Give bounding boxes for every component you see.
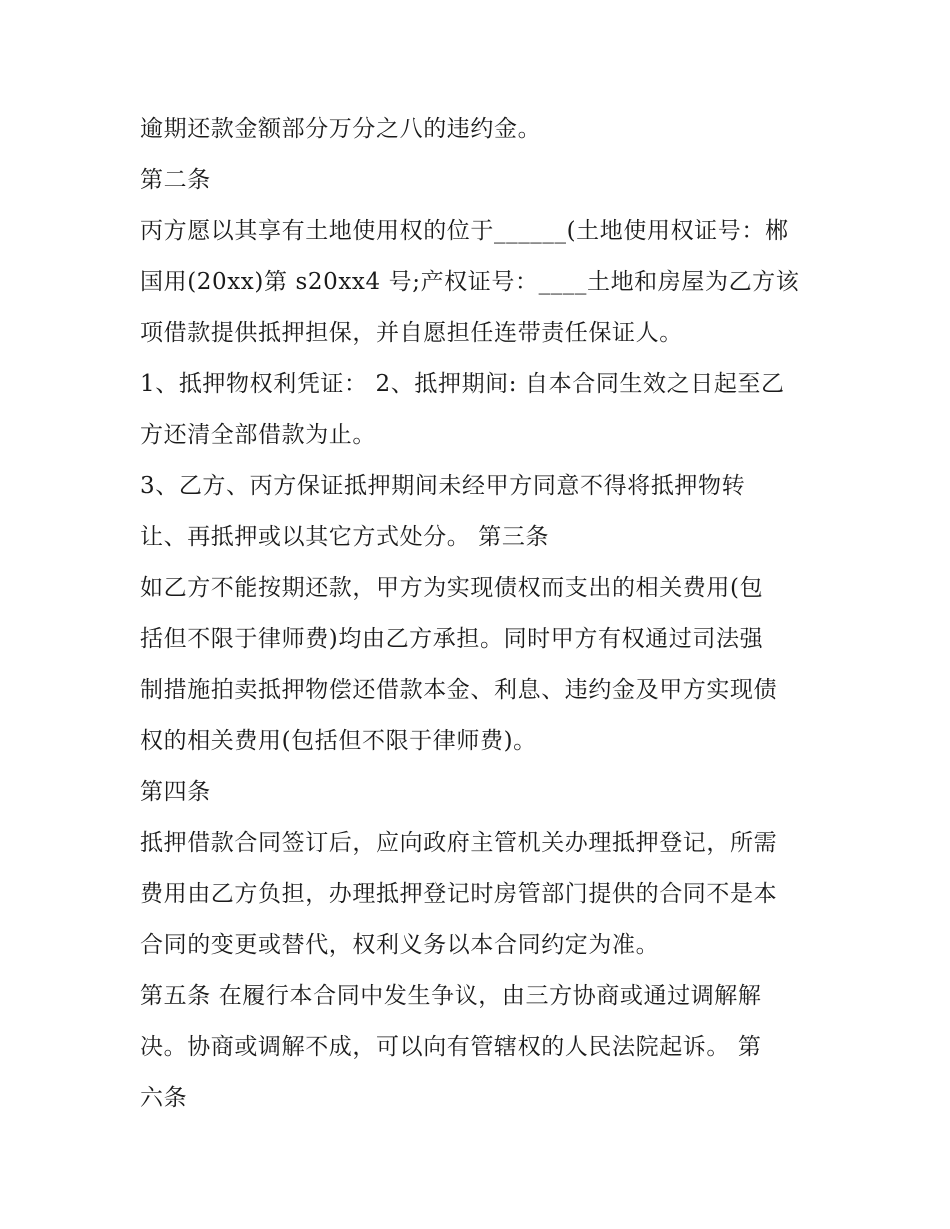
text-line: 让、再抵押或以其它方式处分。 第三条 (140, 524, 550, 550)
text-line: 决。协商或调解不成，可以向有管辖权的人民法院起诉。 第 (140, 1034, 762, 1060)
text-line: 如乙方不能按期还款，甲方为实现债权而支出的相关费用(包 (140, 575, 764, 601)
text-line: 括但不限于律师费)均由乙方承担。同时甲方有权通过司法强 (140, 626, 764, 652)
text-line: 1、抵押物权利凭证： 2、抵押期间: 自本合同生效之日起至乙 (140, 371, 785, 397)
text-line: 项借款提供抵押担保，并自愿担任连带责任保证人。 (140, 320, 683, 346)
text-line: 制措施拍卖抵押物偿还借款本金、利息、违约金及甲方实现债 (140, 677, 778, 703)
text-line: 第五条 在履行本合同中发生争议，由三方协商或通过调解解 (140, 983, 762, 1009)
text-line: 合同的变更或替代，权利义务以本合同约定为准。 (140, 932, 660, 958)
text-line: 抵押借款合同签订后，应向政府主管机关办理抵押登记，所需 (140, 830, 778, 856)
text-line: 费用由乙方负担，办理抵押登记时房管部门提供的合同不是本 (140, 881, 778, 907)
document-body (140, 104, 830, 1124)
article-heading: 第二条 (140, 167, 211, 193)
text-line: 逾期还款金额部分万分之八的违约金。 (140, 116, 542, 142)
text-line: 方还清全部借款为止。 (140, 422, 376, 448)
text-line: 六条 (140, 1085, 188, 1111)
text-line: 权的相关费用(包括但不限于律师费)。 (140, 728, 537, 754)
article-heading: 第四条 (140, 779, 211, 805)
text-line: 3、乙方、丙方保证抵押期间未经甲方同意不得将抵押物转 (140, 473, 746, 499)
text-line: 丙方愿以其享有土地使用权的位于______(土地使用权证号：郴 (140, 218, 789, 244)
text-line: 国用(20xx)第 s20xx4 号;产权证号：____土地和房屋为乙方该 (140, 269, 800, 295)
